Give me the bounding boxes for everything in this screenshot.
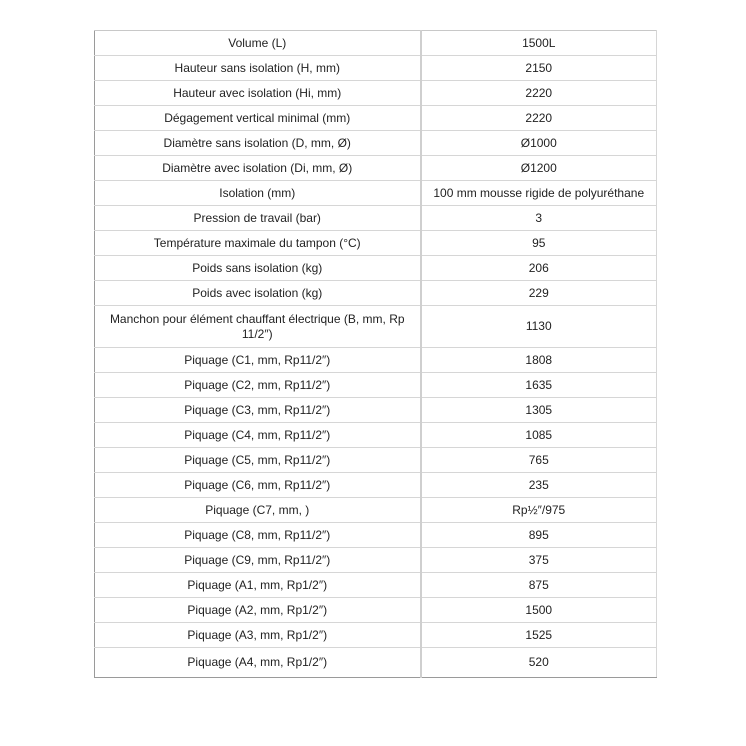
- table-row: [95, 598, 657, 623]
- table-row: [95, 523, 657, 548]
- spec-label: Piquage (A2, mm, Rp1/2″): [95, 598, 421, 623]
- spec-label: Hauteur sans isolation (H, mm): [95, 56, 421, 81]
- spec-value: 1525: [421, 623, 657, 648]
- table-row: [95, 473, 657, 498]
- spec-value: 765: [421, 448, 657, 473]
- spec-label: Piquage (A3, mm, Rp1/2″): [95, 623, 421, 648]
- spec-value: 895: [421, 523, 657, 548]
- table-row: [95, 623, 657, 648]
- spec-label: Piquage (C9, mm, Rp11/2″): [95, 548, 421, 573]
- spec-value: 206: [421, 256, 657, 281]
- spec-label: Piquage (A4, mm, Rp1/2″): [95, 648, 421, 678]
- table-row: [95, 348, 657, 373]
- table-row: [95, 156, 657, 181]
- spec-label: Piquage (A1, mm, Rp1/2″): [95, 573, 421, 598]
- spec-value: 1085: [421, 423, 657, 448]
- table-row: [95, 231, 657, 256]
- spec-label: Piquage (C6, mm, Rp11/2″): [95, 473, 421, 498]
- table-row: [95, 498, 657, 523]
- spec-value: 1500: [421, 598, 657, 623]
- spec-label: Température maximale du tampon (°C): [95, 231, 421, 256]
- table-row: [95, 81, 657, 106]
- table-row: [95, 181, 657, 206]
- table-row: [95, 573, 657, 598]
- spec-value: Ø1200: [421, 156, 657, 181]
- spec-value: 2220: [421, 106, 657, 131]
- spec-label: Piquage (C2, mm, Rp11/2″): [95, 373, 421, 398]
- specifications-table: [94, 30, 657, 678]
- spec-label: Piquage (C5, mm, Rp11/2″): [95, 448, 421, 473]
- table-row: [95, 131, 657, 156]
- spec-label: Manchon pour élément chauffant électrique (B, mm, Rp 11/2″): [95, 306, 421, 348]
- spec-label: Hauteur avec isolation (Hi, mm): [95, 81, 421, 106]
- table-row: [95, 31, 657, 56]
- spec-value: Rp½″/975: [421, 498, 657, 523]
- spec-value: 3: [421, 206, 657, 231]
- table-row: [95, 56, 657, 81]
- spec-value: 875: [421, 573, 657, 598]
- spec-label: Diamètre sans isolation (D, mm, Ø): [95, 131, 421, 156]
- table-row: [95, 206, 657, 231]
- spec-value: 1130: [421, 306, 657, 348]
- spec-value: 520: [421, 648, 657, 678]
- table-row: [95, 648, 657, 678]
- spec-value: 2150: [421, 56, 657, 81]
- spec-value: 1808: [421, 348, 657, 373]
- spec-label: Poids avec isolation (kg): [95, 281, 421, 306]
- table-row: [95, 398, 657, 423]
- spec-value: 375: [421, 548, 657, 573]
- spec-value: 2220: [421, 81, 657, 106]
- spec-label: Volume (L): [95, 31, 421, 56]
- spec-value: 95: [421, 231, 657, 256]
- spec-value: 1305: [421, 398, 657, 423]
- table-row: [95, 448, 657, 473]
- spec-label: Diamètre avec isolation (Di, mm, Ø): [95, 156, 421, 181]
- spec-label: Piquage (C7, mm, ): [95, 498, 421, 523]
- spec-label: Dégagement vertical minimal (mm): [95, 106, 421, 131]
- spec-value: Ø1000: [421, 131, 657, 156]
- spec-value: 1635: [421, 373, 657, 398]
- spec-value: 229: [421, 281, 657, 306]
- table-row: [95, 423, 657, 448]
- spec-label: Piquage (C8, mm, Rp11/2″): [95, 523, 421, 548]
- table-row: [95, 306, 657, 348]
- spec-label: Piquage (C4, mm, Rp11/2″): [95, 423, 421, 448]
- table-row: [95, 373, 657, 398]
- spec-value: 1500L: [421, 31, 657, 56]
- spec-label: Poids sans isolation (kg): [95, 256, 421, 281]
- spec-value: 235: [421, 473, 657, 498]
- spec-value: 100 mm mousse rigide de polyuréthane: [421, 181, 657, 206]
- spec-label: Pression de travail (bar): [95, 206, 421, 231]
- spec-label: Piquage (C1, mm, Rp11/2″): [95, 348, 421, 373]
- spec-label: Isolation (mm): [95, 181, 421, 206]
- table-row: [95, 548, 657, 573]
- table-row: [95, 106, 657, 131]
- table-row: [95, 256, 657, 281]
- table-row: [95, 281, 657, 306]
- spec-label: Piquage (C3, mm, Rp11/2″): [95, 398, 421, 423]
